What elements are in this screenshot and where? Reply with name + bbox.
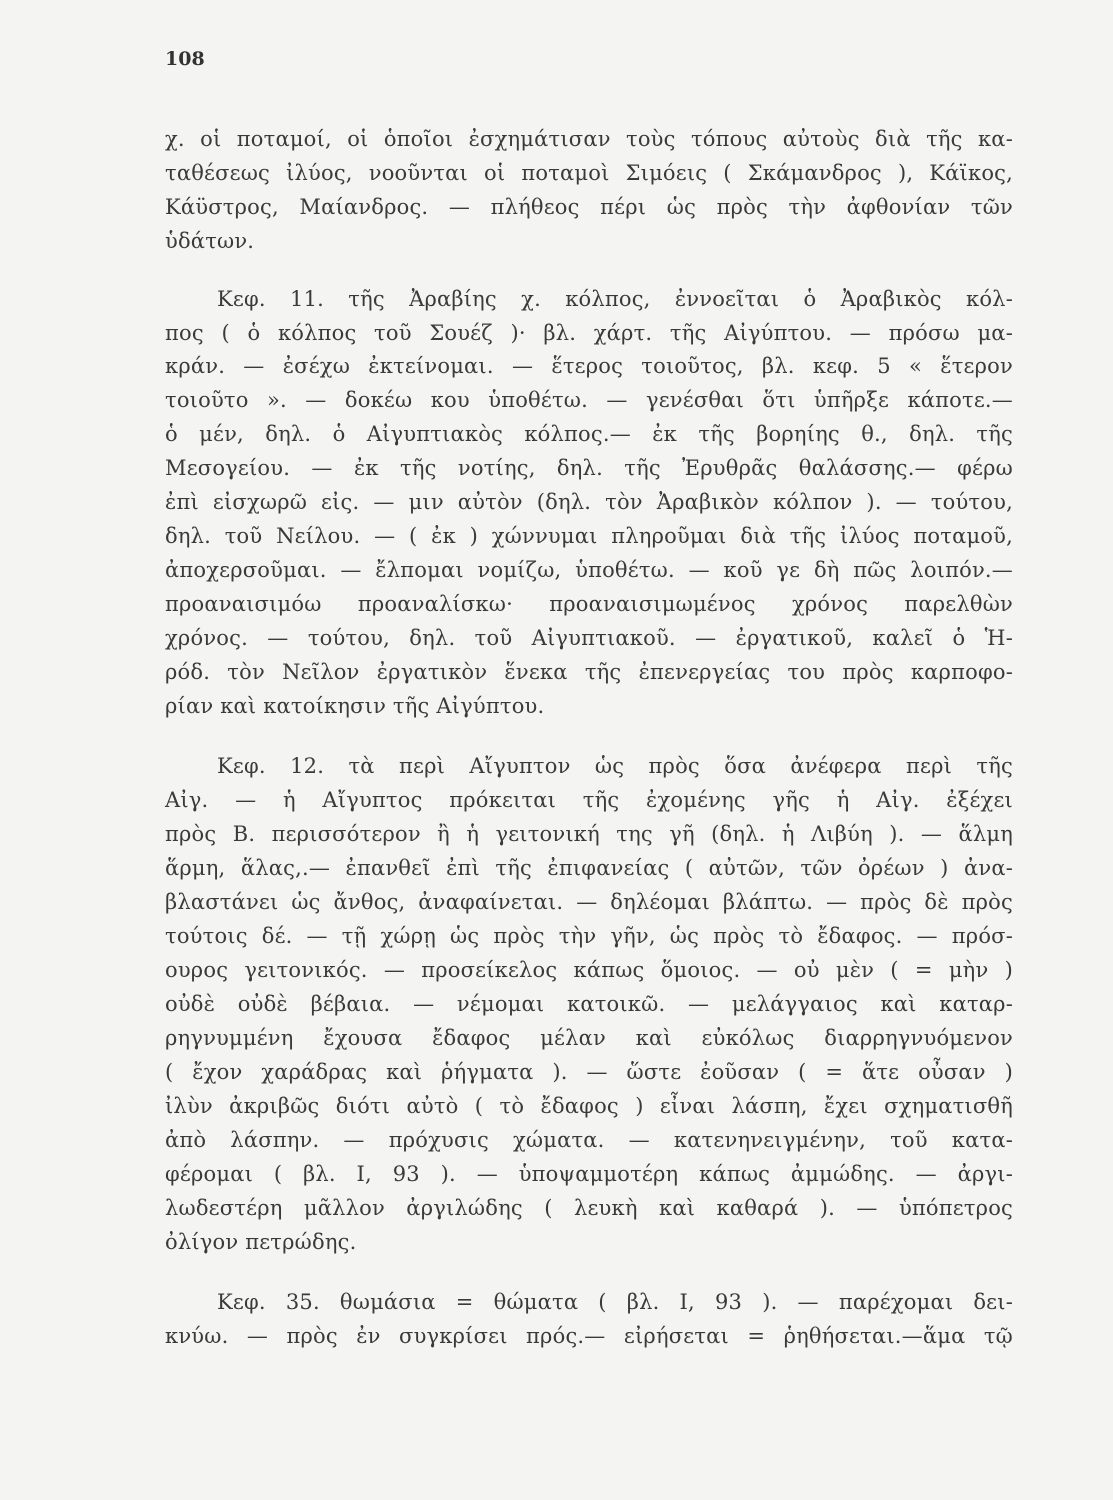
text-line: ὁ μέν, δηλ. ὁ Αἰγυπτιακὸς κόλπος.— ἐκ τῆς βορηίης θ., δηλ. τῆς — [165, 422, 1013, 446]
text-line: κνύω. — πρὸς ἐν συγκρίσει πρός.— εἰρήσεται = ῥηθήσεται.—ἅμα τῷ — [165, 1324, 1013, 1348]
text-line: ἀποχερσοῦμαι. — ἔλπομαι νομίζω, ὑποθέτω. — κοῦ γε δὴ πῶς λοιπόν.— — [165, 558, 1013, 582]
text-line: Μεσογείου. — ἐκ τῆς νοτίης, δηλ. τῆς Ἐρυθρᾶς θαλάσσης.— φέρω — [165, 456, 1013, 480]
text-line: λωδεστέρη μᾶλλον ἀργιλώδης ( λευκὴ καὶ καθαρά ). — ὑπόπετρος — [165, 1196, 1013, 1220]
text-line: ἐπὶ εἰσχωρῶ εἰς. — μιν αὐτὸν (δηλ. τὸν Ἀραβικὸν κόλπον ). — τούτου, — [165, 490, 1013, 514]
text-line: ταθέσεως ἰλύος, νοοῦνται οἱ ποταμοὶ Σιμόεις ( Σκάμανδρος ), Κάϊκος, — [165, 161, 1013, 185]
chapter-11-heading-line: Κεφ. 11. τῆς Ἀραβίης χ. κόλπος, ἐννοεῖται ὁ Ἀραβικὸς κόλ- — [217, 287, 1013, 311]
text-line: ρόδ. τὸν Νεῖλον ἐργατικὸν ἕνεκα τῆς ἐπενεργείας του πρὸς καρποφο- — [165, 660, 1013, 684]
text-line: ἰλὺν ἀκριβῶς διότι αὐτὸ ( τὸ ἔδαφος ) εἶναι λάσπη, ἔχει σχηματισθῆ — [165, 1094, 1013, 1118]
page-number: 108 — [165, 48, 205, 70]
text-line: ( ἔχον χαράδρας καὶ ῥήγματα ). — ὥστε ἐοῦσαν ( = ἅτε οὖσαν ) — [165, 1060, 1013, 1084]
text-line: φέρομαι ( βλ. Ι, 93 ). — ὑποψαμμοτέρη κάπως ἀμμώδης. — ἀργι- — [165, 1162, 1013, 1186]
text-line: ὑδάτων. — [165, 229, 255, 253]
text-line: ὀλίγον πετρώδης. — [165, 1230, 357, 1254]
text-line: πος ( ὁ κόλπος τοῦ Σουέζ )· βλ. χάρτ. τῆς Αἰγύπτου. — πρόσω μα- — [165, 321, 1013, 345]
text-line: πρὸς Β. περισσότερον ἢ ἡ γειτονική της γῆ (δηλ. ἡ Λιβύη ). — ἅλμη — [165, 822, 1013, 846]
text-line: ἀπὸ λάσπην. — πρόχυσις χώματα. — κατενηνειγμένην, τοῦ κατα- — [165, 1128, 1013, 1152]
text-line: δηλ. τοῦ Νείλου. — ( ἐκ ) χώννυμαι πληροῦμαι διὰ τῆς ἰλύος ποταμοῦ, — [165, 524, 1013, 548]
chapter-35-heading-line: Κεφ. 35. θωμάσια = θώματα ( βλ. Ι, 93 ). — παρέχομαι δει- — [217, 1290, 1013, 1314]
text-line: ἅρμη, ἅλας,.— ἐπανθεῖ ἐπὶ τῆς ἐπιφανείας ( αὐτῶν, τῶν ὀρέων ) ἀνα- — [165, 856, 1013, 880]
text-line: χρόνος. — τούτου, δηλ. τοῦ Αἰγυπτιακοῦ. — ἐργατικοῦ, καλεῖ ὁ Ἡ- — [165, 626, 1013, 650]
text-line: ουρος γειτονικός. — προσείκελος κάπως ὅμοιος. — οὐ μὲν ( = μὴν ) — [165, 958, 1013, 982]
text-line: τοιοῦτο ». — δοκέω κου ὑποθέτω. — γενέσθαι ὅτι ὑπῆρξε κάποτε.— — [165, 388, 1013, 412]
text-line: τούτοις δέ. — τῇ χώρῃ ὡς πρὸς τὴν γῆν, ὡς πρὸς τὸ ἔδαφος. — πρόσ- — [165, 924, 1013, 948]
text-line: ρίαν καὶ κατοίκησιν τῆς Αἰγύπτου. — [165, 694, 545, 718]
text-line: οὐδὲ οὐδὲ βέβαια. — νέμομαι κατοικῶ. — μελάγγαιος καὶ καταρ- — [165, 992, 1013, 1016]
text-line: προαναισιμόω προαναλίσκω· προαναισιμωμένος χρόνος παρελθὼν — [165, 592, 1013, 616]
text-line: Αἰγ. — ἡ Αἴγυπτος πρόκειται τῆς ἐχομένης γῆς ἡ Αἰγ. ἐξέχει — [165, 788, 1013, 812]
text-line: χ. οἱ ποταμοί, οἱ ὁποῖοι ἐσχημάτισαν τοὺς τόπους αὐτοὺς διὰ τῆς κα- — [165, 127, 1013, 151]
text-line: κράν. — ἐσέχω ἐκτείνομαι. — ἕτερος τοιοῦτος, βλ. κεφ. 5 « ἕτερον — [165, 354, 1013, 378]
text-line: Κάϋστρος, Μαίανδρος. — πλήθεος πέρι ὡς πρὸς τὴν ἀφθονίαν τῶν — [165, 195, 1013, 219]
text-line: ρηγνυμμένη ἔχουσα ἔδαφος μέλαν καὶ εὐκόλως διαρρηγνυόμενον — [165, 1026, 1013, 1050]
text-line: βλαστάνει ὡς ἄνθος, ἀναφαίνεται. — δηλέομαι βλάπτω. — πρὸς δὲ πρὸς — [165, 890, 1013, 914]
chapter-12-heading-line: Κεφ. 12. τὰ περὶ Αἴγυπτον ὡς πρὸς ὅσα ἀνέφερα περὶ τῆς — [217, 754, 1013, 778]
